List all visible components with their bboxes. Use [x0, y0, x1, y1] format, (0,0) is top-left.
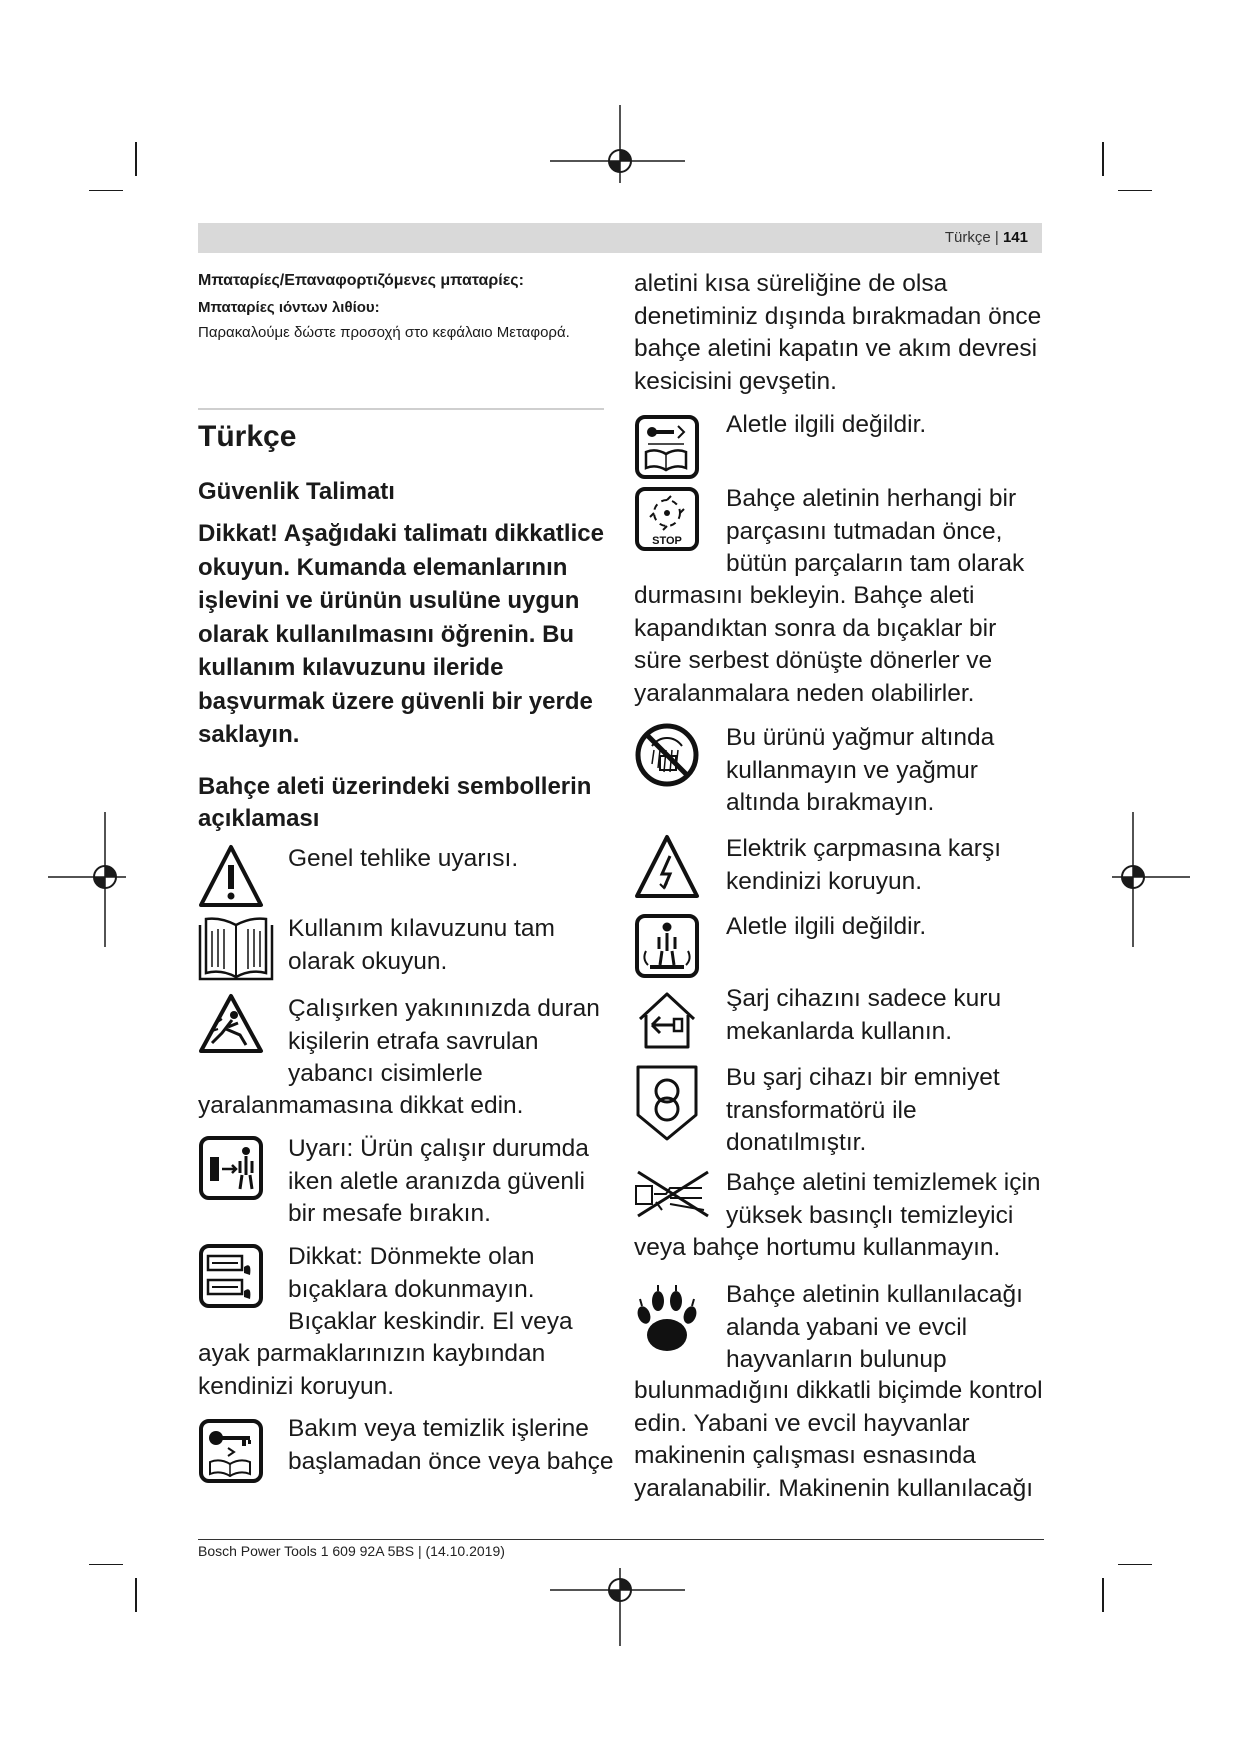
symbol-text-continued: yaralanmamasına dikkat edin. [198, 1092, 524, 1119]
safe-distance-icon [198, 1135, 264, 1201]
crop-mark [89, 1564, 123, 1565]
section-divider [198, 408, 604, 410]
no-rain-icon [634, 722, 700, 788]
page-number: 141 [1002, 229, 1028, 246]
no-pressure-washer-icon [632, 1168, 716, 1220]
symbol-text: Bahçe aletinin kullanılacağı alanda yabani ve evcil hayvanların bulunup [726, 1281, 1023, 1373]
symbol-text-continued: veya bahçe hortumu kullanmayın. [634, 1234, 1001, 1261]
read-manual-icon [196, 915, 276, 985]
electric-shock-icon [634, 834, 700, 900]
symbol-text: Aletle ilgili değildir. [726, 913, 927, 940]
crop-mark [1102, 1578, 1104, 1612]
continued-paragraph: aletini kısa süreliğine de olsa denetiminiz dışında bırakmadan önce bahçe aletini kapatın ve akım devresi kesicisini gevşetin. [634, 270, 1042, 395]
registration-mark-right [1112, 812, 1192, 952]
symbols-heading: Bahçe aleti üzerindeki sembollerin açıklaması [198, 773, 592, 832]
page-footer: Bosch Power Tools 1 609 92A 5BS | (14.10.2019) [198, 1543, 505, 1559]
symbol-text: Uyarı: Ürün çalışır durumda iken aletle aranızda güvenli bir mesafe bırakın. [288, 1135, 589, 1227]
animal-paw-icon [634, 1285, 700, 1357]
symbol-text: Çalışırken yakınınızda duran kişilerin etrafa savrulan yabancı cisimlerle [288, 995, 600, 1087]
registration-mark-bottom [550, 1568, 690, 1648]
crop-mark [135, 142, 137, 176]
safety-warning: Dikkat! Aşağıdaki talimatı dikkatlice okuyun. Kumanda elemanlarının işlevini ve ürünün usulüne uygun olarak kullanılmasını öğrenin. Bu kullanım kılavuzunu ileride başvurmak üzere güvenli bir yerde saklayın. [198, 520, 604, 748]
safety-heading: Güvenlik Talimatı [198, 478, 395, 505]
symbol-text: Elektrik çarpmasına karşı kendinizi koruyun. [726, 835, 1002, 895]
header-separator: | [994, 229, 999, 246]
symbol-text: Genel tehlike uyarısı. [288, 845, 519, 872]
greek-text: Παρακαλούμε δώστε προσοχή στο κεφάλαιο Μεταφορά. [198, 324, 570, 341]
crop-mark [1118, 190, 1152, 191]
symbol-text-continued: bulunmadığını dikkatli biçimde kontrol edin. Yabani ve evcil hayvanlar makinenin çalışması esnasında yaralanabilir. Makinenin kullanılacağı [634, 1377, 1043, 1502]
symbol-text: Şarj cihazını sadece kuru mekanlarda kullanın. [726, 985, 1002, 1045]
crop-mark [135, 1578, 137, 1612]
safety-transformer-icon [634, 1063, 700, 1143]
stop-wait-icon [634, 486, 700, 552]
symbol-text: Bakım veya temizlik işlerine başlamadan önce veya bahçe [288, 1415, 614, 1475]
symbol-text-continued: durmasını bekleyin. Bahçe aleti kapandıktan sonra da bıçaklar bir süre serbest dönüşte dönerler ve yaralanmalara neden olabilirler. [634, 582, 997, 707]
registration-mark-top [550, 105, 690, 185]
greek-subheading: Μπαταρίες ιόντων λιθίου: [198, 299, 380, 316]
crop-mark [89, 190, 123, 191]
crop-mark [1102, 142, 1104, 176]
header-text [945, 229, 1028, 246]
registration-mark-left [48, 812, 128, 952]
symbol-text: Bu şarj cihazı bir emniyet transformatörü ile donatılmıştır. [726, 1064, 1000, 1156]
indoor-use-icon [634, 989, 700, 1051]
symbol-text: Bahçe aletinin herhangi bir parçasını tutmadan önce, bütün parçaların tam olarak [726, 485, 1025, 577]
symbol-text: Bahçe aletini temizlemek için yüksek basınçlı temizleyici [726, 1169, 1041, 1229]
general-hazard-icon [198, 843, 264, 909]
page-header [198, 223, 1042, 253]
symbol-text: Bu ürünü yağmur altında kullanmayın ve yağmur altında bırakmayın. [726, 724, 995, 816]
svg-text:STOP: STOP [652, 535, 682, 547]
maintenance-key-icon [198, 1418, 264, 1484]
not-relevant-manual-icon [634, 414, 700, 480]
greek-heading: Μπαταρίες/Επαναφορτιζόμενες μπαταρίες: [198, 272, 524, 289]
footer-divider [198, 1539, 1044, 1540]
symbol-text: Kullanım kılavuzunu tam olarak okuyun. [288, 915, 555, 975]
symbol-text: Aletle ilgili değildir. [726, 411, 927, 438]
crop-mark [1118, 1564, 1152, 1565]
not-relevant-person-icon [634, 913, 700, 979]
section-title: Türkçe [198, 420, 297, 453]
symbol-text: Dikkat: Dönmekte olan bıçaklara dokunmayın. Bıçaklar keskindir. El veya [288, 1243, 573, 1335]
rotating-blades-icon [198, 1243, 264, 1309]
header-language: Türkçe [944, 229, 991, 246]
thrown-objects-icon [198, 993, 264, 1055]
symbol-text-continued: ayak parmaklarınızın kaybından kendinizi koruyun. [198, 1340, 546, 1400]
